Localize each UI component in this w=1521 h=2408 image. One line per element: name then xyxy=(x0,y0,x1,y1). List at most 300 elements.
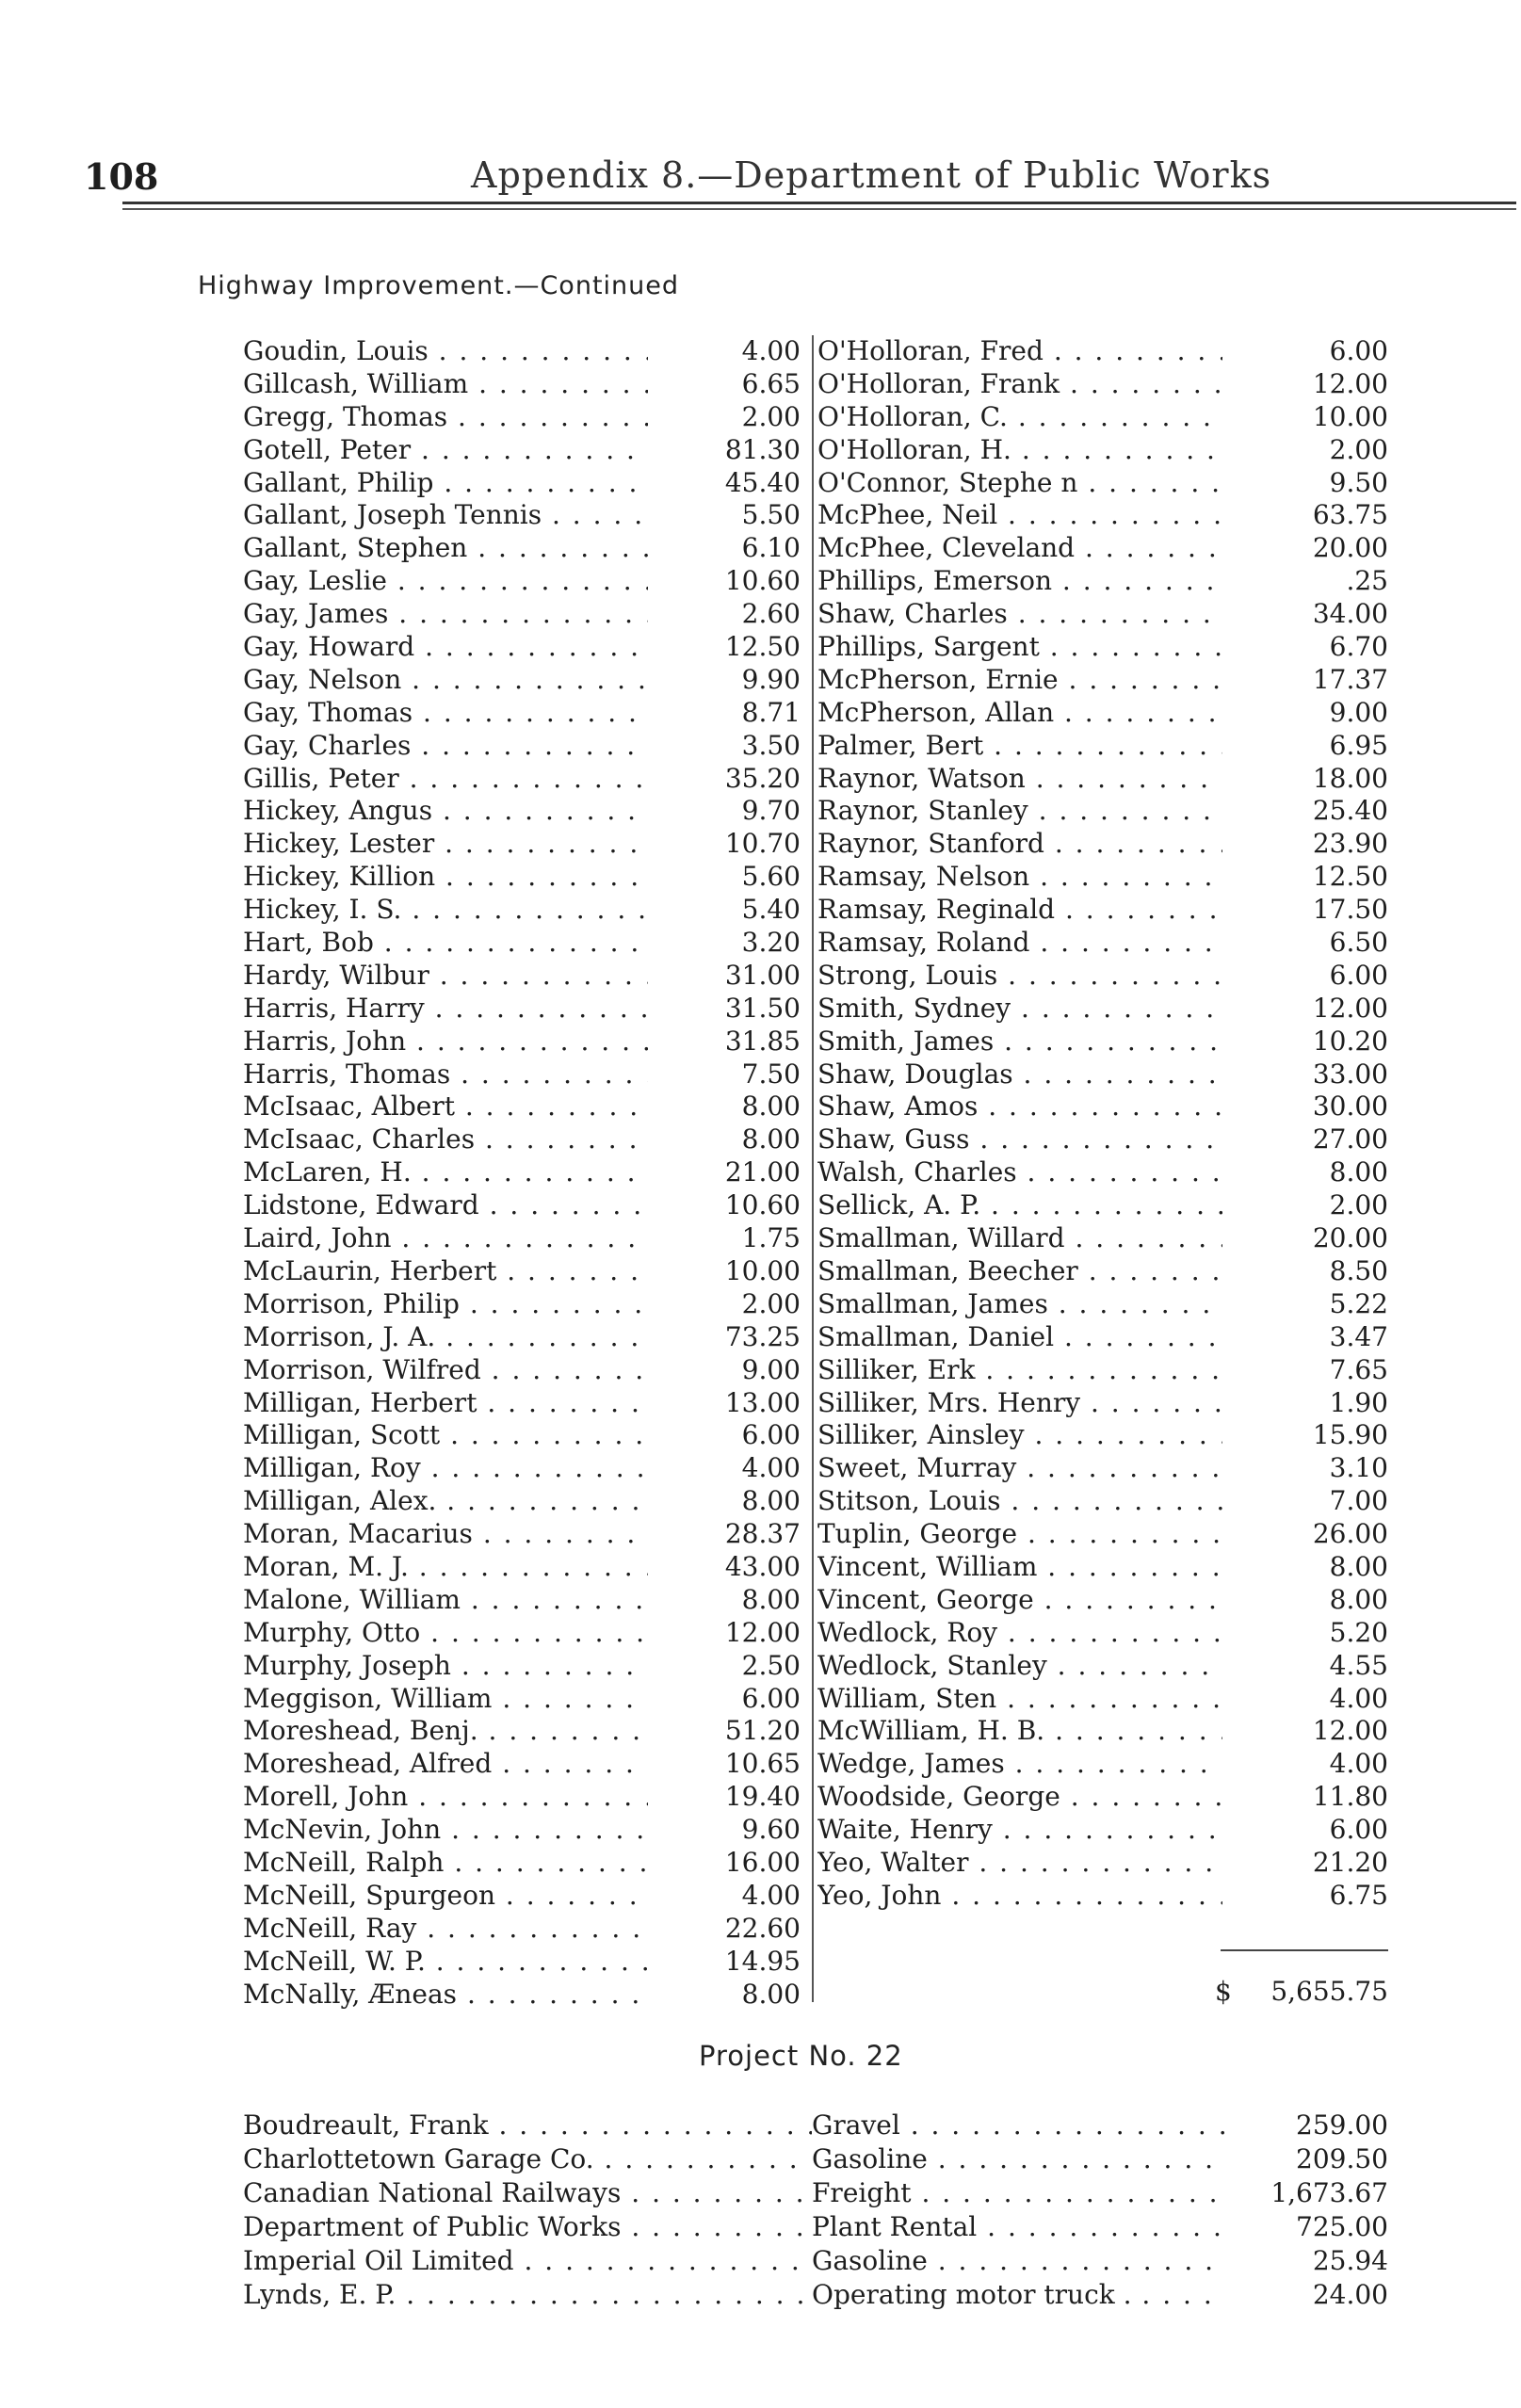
ledger-row xyxy=(817,664,1388,697)
payee-name: Shaw, Guss . . . xyxy=(817,1123,1222,1155)
payee-amount: 9.00 xyxy=(1329,696,1388,728)
payee-name: Moreshead, Alfred . . . xyxy=(243,1748,648,1779)
payee-amount: 12.00 xyxy=(724,1616,801,1648)
ledger-row xyxy=(817,1123,1388,1156)
payee-name: Smallman, Beecher . . . xyxy=(817,1255,1222,1286)
payee-name: Milligan, Herbert . . . xyxy=(243,1387,648,1418)
ledger-row xyxy=(817,1781,1388,1814)
ledger-row xyxy=(243,434,808,467)
project-row xyxy=(243,2177,1388,2211)
column-divider xyxy=(812,335,814,2002)
payee-name: McIsaac, Charles . . . xyxy=(243,1123,648,1155)
payee-name: Tuplin, George . . . xyxy=(817,1518,1222,1549)
ledger-row xyxy=(243,631,808,664)
project-amount: 24.00 xyxy=(1312,2279,1388,2310)
project-row xyxy=(243,2211,1388,2245)
payee-amount: 12.00 xyxy=(1312,1715,1388,1747)
project-item: Plant Rental . . . xyxy=(812,2211,1226,2242)
ledger-row xyxy=(817,1288,1388,1321)
payee-name: Vincent, William . . . xyxy=(817,1551,1222,1582)
payee-name: McNeill, Ralph . . . xyxy=(243,1847,648,1878)
payee-name: McNeill, Ray . . . xyxy=(243,1913,648,1944)
payee-amount: 12.00 xyxy=(1312,367,1388,399)
ledger-row xyxy=(243,730,808,763)
ledger-row xyxy=(243,467,808,500)
payee-name: Gillcash, William . . . xyxy=(243,368,648,399)
ledger-row xyxy=(243,1683,808,1716)
payee-name: Hickey, Angus . . . xyxy=(243,795,648,826)
ledger-row xyxy=(243,861,808,894)
payee-amount: 6.70 xyxy=(1329,631,1388,663)
ledger-row xyxy=(817,993,1388,1026)
project-amount: 725.00 xyxy=(1296,2211,1388,2242)
payee-amount: 5.40 xyxy=(741,894,801,926)
payee-amount: 20.00 xyxy=(1312,532,1388,564)
payee-amount: 6.50 xyxy=(1329,927,1388,959)
ledger-row xyxy=(817,1419,1388,1452)
total-line xyxy=(1215,1976,1388,2007)
ledger-row xyxy=(243,795,808,828)
ledger-row xyxy=(817,532,1388,565)
ledger-row xyxy=(817,434,1388,467)
ledger-row xyxy=(817,499,1388,532)
payee-amount: 8.00 xyxy=(741,1583,801,1615)
payee-name: O'Holloran, H. . . . xyxy=(817,434,1222,465)
payee-amount: 12.00 xyxy=(1312,992,1388,1024)
ledger-row xyxy=(243,1123,808,1156)
payee-name: Gay, Howard . . . xyxy=(243,631,648,662)
payee-amount: 8.00 xyxy=(741,1123,801,1156)
project-item: Operating motor truck . . . . xyxy=(812,2279,1226,2310)
payee-name: Smith, Sydney . . . xyxy=(817,993,1222,1024)
payee-amount: .25 xyxy=(1346,565,1388,597)
project-table xyxy=(243,2109,1388,2313)
payee-amount: 8.00 xyxy=(1329,1550,1388,1582)
payee-amount: 10.65 xyxy=(724,1748,801,1780)
ledger-row xyxy=(243,1091,808,1123)
ledger-row xyxy=(817,1059,1388,1091)
ledger-row xyxy=(817,1880,1388,1913)
payee-name: Milligan, Alex. . . . xyxy=(243,1485,648,1516)
payee-name: Silliker, Mrs. Henry . . . xyxy=(817,1387,1222,1418)
payee-amount: 81.30 xyxy=(724,433,801,465)
payee-name: McPherson, Ernie . . . xyxy=(817,664,1222,695)
ledger-row xyxy=(243,1781,808,1814)
payee-amount: 9.90 xyxy=(741,663,801,695)
ledger-row xyxy=(817,1518,1388,1551)
ledger-row xyxy=(243,532,808,565)
ledger-row xyxy=(817,631,1388,664)
payee-amount: 45.40 xyxy=(724,466,801,498)
payee-amount: 5.50 xyxy=(741,499,801,531)
project-payee: Canadian National Railways . . . xyxy=(243,2177,812,2208)
payee-name: Hickey, I. S. . . . xyxy=(243,894,648,925)
ledger-row xyxy=(243,1715,808,1748)
ledger-row xyxy=(243,1518,808,1551)
ledger-row xyxy=(243,697,808,730)
payee-name: Phillips, Sargent . . . xyxy=(817,631,1222,662)
payee-name: Gillis, Peter . . . xyxy=(243,763,648,794)
payee-name: Shaw, Douglas . . . xyxy=(817,1059,1222,1090)
payee-name: Vincent, George . . . xyxy=(817,1584,1222,1615)
payee-name: Phillips, Emerson . . . xyxy=(817,565,1222,596)
payee-amount: 8.00 xyxy=(1329,1156,1388,1188)
ledger-row xyxy=(817,1189,1388,1222)
ledger-row xyxy=(817,894,1388,927)
payee-name: Smallman, Daniel . . . xyxy=(817,1321,1222,1352)
ledger-row xyxy=(817,1485,1388,1518)
payee-amount: 6.65 xyxy=(741,367,801,399)
ledger-row xyxy=(817,730,1388,763)
ledger-row xyxy=(817,368,1388,401)
payee-name: McIsaac, Albert . . . xyxy=(243,1091,648,1122)
project-row xyxy=(243,2109,1388,2143)
payee-amount: 8.00 xyxy=(741,1091,801,1123)
payee-name: Morell, John . . . xyxy=(243,1781,648,1812)
ledger-row xyxy=(243,894,808,927)
payee-amount: 28.37 xyxy=(724,1518,801,1550)
payee-name: Murphy, Otto . . . xyxy=(243,1617,648,1648)
payee-name: Gotell, Peter . . . xyxy=(243,434,648,465)
payee-amount: 21.00 xyxy=(724,1156,801,1188)
payee-amount: 20.00 xyxy=(1312,1222,1388,1254)
payee-name: McWilliam, H. B. . . . xyxy=(817,1715,1222,1746)
payee-name: Raynor, Stanford . . . xyxy=(817,828,1222,859)
payee-name: McNally, Æneas . . . xyxy=(243,1979,648,2010)
payee-amount: 16.00 xyxy=(724,1846,801,1878)
payee-name: Yeo, John . . . xyxy=(817,1880,1222,1911)
payee-amount: 43.00 xyxy=(724,1550,801,1582)
ledger-row xyxy=(243,1979,808,2012)
payee-name: O'Connor, Stephe n . . . xyxy=(817,467,1222,498)
payee-name: Harris, Harry . . . xyxy=(243,993,648,1024)
payee-amount: 8.00 xyxy=(741,1485,801,1517)
payee-amount: 6.00 xyxy=(1329,335,1388,366)
payee-name: Smith, James . . . xyxy=(817,1026,1222,1057)
project-payee: Department of Public Works . . . xyxy=(243,2211,812,2242)
payee-name: O'Holloran, Fred . . . xyxy=(817,335,1222,366)
payee-name: Walsh, Charles . . . xyxy=(817,1156,1222,1188)
payee-name: McPhee, Cleveland . . . xyxy=(817,532,1222,563)
ledger-row xyxy=(243,1617,808,1650)
payee-name: Gay, Nelson . . . xyxy=(243,664,648,695)
payee-amount: 19.40 xyxy=(724,1781,801,1813)
payee-amount: 14.95 xyxy=(724,1945,801,1977)
ledger-row xyxy=(243,368,808,401)
project-payee: Imperial Oil Limited . . . xyxy=(243,2245,812,2276)
project-payee: Boudreault, Frank . . . xyxy=(243,2109,812,2141)
payee-amount: 10.60 xyxy=(724,1189,801,1221)
ledger-row xyxy=(817,1387,1388,1420)
ledger-row xyxy=(243,1255,808,1288)
ledger-row xyxy=(243,1584,808,1617)
payee-amount: 31.85 xyxy=(724,1025,801,1057)
payee-name: Raynor, Watson . . . xyxy=(817,763,1222,794)
payee-amount: 9.60 xyxy=(741,1814,801,1846)
section-heading: Highway Improvement.—Continued xyxy=(198,271,680,300)
payee-amount: 17.50 xyxy=(1312,894,1388,926)
ledger-row xyxy=(817,960,1388,993)
payee-amount: 3.50 xyxy=(741,729,801,761)
payee-name: Silliker, Ainsley . . . xyxy=(817,1419,1222,1450)
payee-amount: 18.00 xyxy=(1312,762,1388,794)
payee-name: Milligan, Scott . . . xyxy=(243,1419,648,1450)
payee-amount: 4.55 xyxy=(1329,1649,1388,1681)
payee-name: Palmer, Bert . . . xyxy=(817,730,1222,761)
ledger-row xyxy=(243,1847,808,1880)
payee-amount: 2.00 xyxy=(1329,433,1388,465)
total-currency: $ xyxy=(1215,1976,1232,2007)
project-heading: Project No. 22 xyxy=(699,2040,903,2072)
ledger-row xyxy=(243,1321,808,1354)
payee-name: Woodside, George . . . xyxy=(817,1781,1222,1812)
total-amount: 5,655.75 xyxy=(1270,1976,1388,2007)
payee-amount: 23.90 xyxy=(1312,828,1388,860)
ledger-row xyxy=(817,861,1388,894)
ledger-row xyxy=(243,1387,808,1420)
ledger-row xyxy=(243,1913,808,1946)
payee-amount: 8.50 xyxy=(1329,1254,1388,1286)
ledger-row xyxy=(817,1091,1388,1123)
payee-name: Malone, William . . . xyxy=(243,1584,648,1615)
payee-name: Moran, M. J. . . . xyxy=(243,1551,648,1582)
payee-name: Lidstone, Edward . . . xyxy=(243,1189,648,1220)
ledger-row xyxy=(817,1156,1388,1189)
payee-name: Ramsay, Roland . . . xyxy=(817,927,1222,958)
payee-amount: 2.00 xyxy=(1329,1189,1388,1221)
payee-amount: 12.50 xyxy=(1312,861,1388,893)
payee-amount: 51.20 xyxy=(724,1715,801,1747)
payee-name: Hart, Bob . . . xyxy=(243,927,648,958)
ledger-row xyxy=(243,1059,808,1091)
payee-name: Shaw, Charles . . . xyxy=(817,598,1222,629)
payee-name: McNevin, John . . . xyxy=(243,1814,648,1845)
ledger-row xyxy=(817,565,1388,598)
ledger-row xyxy=(817,1847,1388,1880)
ledger-row xyxy=(243,1814,808,1847)
payee-amount: 11.80 xyxy=(1312,1781,1388,1813)
payee-amount: 63.75 xyxy=(1312,499,1388,531)
payee-amount: 12.50 xyxy=(724,631,801,663)
payee-name: Waite, Henry . . . xyxy=(817,1814,1222,1845)
payee-name: Moran, Macarius . . . xyxy=(243,1518,648,1549)
payee-amount: 4.00 xyxy=(1329,1682,1388,1714)
ledger-row xyxy=(817,795,1388,828)
payee-amount: 13.00 xyxy=(724,1386,801,1418)
payee-amount: 4.00 xyxy=(741,1879,801,1911)
ledger-row xyxy=(817,1683,1388,1716)
project-row xyxy=(243,2245,1388,2279)
payee-amount: 1.90 xyxy=(1329,1386,1388,1418)
payee-name: Smallman, James . . . xyxy=(817,1288,1222,1319)
ledger-row xyxy=(243,1419,808,1452)
payee-amount: 6.00 xyxy=(741,1419,801,1451)
payee-name: Strong, Louis . . . xyxy=(817,960,1222,991)
project-item: Gasoline . . . xyxy=(812,2143,1226,2174)
payee-amount: 31.00 xyxy=(724,959,801,991)
ledger-row xyxy=(817,1650,1388,1683)
payee-amount: 7.00 xyxy=(1329,1485,1388,1517)
project-row xyxy=(243,2279,1388,2313)
ledger-row xyxy=(243,1946,808,1979)
ledger-row xyxy=(243,565,808,598)
payee-name: Wedlock, Roy . . . xyxy=(817,1617,1222,1648)
payee-amount: 9.50 xyxy=(1329,466,1388,498)
payee-amount: 31.50 xyxy=(724,992,801,1024)
ledger-row xyxy=(817,467,1388,500)
ledger-row xyxy=(243,335,808,368)
payee-name: Goudin, Louis . . . xyxy=(243,335,648,366)
payee-name: Sellick, A. P. . . . xyxy=(817,1189,1222,1220)
payee-amount: 8.00 xyxy=(741,1978,801,2010)
payee-name: Morrison, Wilfred . . . xyxy=(243,1354,648,1385)
payee-amount: 22.60 xyxy=(724,1912,801,1944)
payee-name: Ramsay, Nelson . . . xyxy=(817,861,1222,892)
ledger-row xyxy=(817,1222,1388,1255)
payee-name: Smallman, Willard . . . xyxy=(817,1222,1222,1253)
project-item: Gravel . . . xyxy=(812,2109,1226,2141)
payee-name: Gallant, Philip . . . xyxy=(243,467,648,498)
payee-amount: 8.00 xyxy=(1329,1583,1388,1615)
payee-name: Gay, Charles . . . xyxy=(243,730,648,761)
payee-name: Yeo, Walter . . . xyxy=(817,1847,1222,1878)
ledger-row xyxy=(817,697,1388,730)
ledger-row xyxy=(817,401,1388,434)
payee-name: Silliker, Erk . . . xyxy=(817,1354,1222,1385)
payee-name: Sweet, Murray . . . xyxy=(817,1452,1222,1483)
ledger-row xyxy=(243,1650,808,1683)
payee-name: Gay, Thomas . . . xyxy=(243,697,648,728)
ledger-row xyxy=(817,1715,1388,1748)
ledger-row xyxy=(243,1222,808,1255)
payee-name: Moreshead, Benj. . . . xyxy=(243,1715,648,1746)
project-payee: Charlottetown Garage Co. . . . xyxy=(243,2143,812,2174)
payee-amount: 2.60 xyxy=(741,598,801,630)
header-rule xyxy=(122,202,1516,204)
payee-amount: 6.00 xyxy=(741,1682,801,1714)
ledger-row xyxy=(243,1551,808,1584)
payee-name: McNeill, Spurgeon . . . xyxy=(243,1880,648,1911)
payee-amount: 15.90 xyxy=(1312,1419,1388,1451)
ledger-row xyxy=(243,1748,808,1781)
payee-name: McPherson, Allan . . . xyxy=(817,697,1222,728)
payee-name: O'Holloran, Frank . . . xyxy=(817,368,1222,399)
ledger-row xyxy=(243,664,808,697)
ledger-row xyxy=(243,401,808,434)
running-head: Appendix 8.—Department of Public Works xyxy=(471,154,1272,196)
payee-amount: 33.00 xyxy=(1312,1058,1388,1090)
ledger-row xyxy=(817,1814,1388,1847)
payee-amount: 5.22 xyxy=(1329,1287,1388,1319)
payee-name: McPhee, Neil . . . xyxy=(817,499,1222,530)
payee-amount: 6.00 xyxy=(1329,959,1388,991)
ledger-row xyxy=(243,828,808,861)
payee-amount: 8.71 xyxy=(741,696,801,728)
payee-amount: 4.00 xyxy=(741,335,801,366)
ledger-row xyxy=(817,927,1388,960)
ledger-row xyxy=(817,1255,1388,1288)
left-column xyxy=(243,335,808,2011)
payee-name: Shaw, Amos . . . xyxy=(817,1091,1222,1122)
payee-name: Gallant, Stephen . . . xyxy=(243,532,648,563)
payee-amount: 6.95 xyxy=(1329,729,1388,761)
ledger-row xyxy=(243,598,808,631)
payee-amount: 27.00 xyxy=(1312,1123,1388,1156)
payee-name: Harris, Thomas . . . xyxy=(243,1059,648,1090)
ledger-row xyxy=(243,763,808,796)
payee-amount: 3.47 xyxy=(1329,1320,1388,1352)
payee-name: Hickey, Lester . . . xyxy=(243,828,648,859)
ledger-row xyxy=(817,828,1388,861)
project-item: Freight . . . xyxy=(812,2177,1226,2208)
ledger-row xyxy=(817,1617,1388,1650)
payee-name: Morrison, Philip . . . xyxy=(243,1288,648,1319)
payee-amount: 6.00 xyxy=(1329,1814,1388,1846)
payee-name: Hickey, Killion . . . xyxy=(243,861,648,892)
ledger-row xyxy=(817,1452,1388,1485)
ledger-row xyxy=(243,1288,808,1321)
payee-name: Morrison, J. A. . . . xyxy=(243,1321,648,1352)
payee-name: Milligan, Roy . . . xyxy=(243,1452,648,1483)
ledger-row xyxy=(817,598,1388,631)
ledger-row xyxy=(817,1354,1388,1387)
ledger-row xyxy=(243,1189,808,1222)
payee-name: Stitson, Louis . . . xyxy=(817,1485,1222,1516)
ledger-row xyxy=(817,1026,1388,1059)
payee-amount: 10.00 xyxy=(1312,400,1388,432)
payee-amount: 10.00 xyxy=(724,1254,801,1286)
payee-name: Ramsay, Reginald . . . xyxy=(817,894,1222,925)
project-amount: 209.50 xyxy=(1296,2143,1388,2174)
payee-amount: 5.60 xyxy=(741,861,801,893)
right-column xyxy=(817,335,1388,1913)
payee-amount: 17.37 xyxy=(1312,663,1388,695)
payee-amount: 4.00 xyxy=(1329,1748,1388,1780)
ledger-row xyxy=(243,960,808,993)
ledger-row xyxy=(817,1321,1388,1354)
payee-amount: 2.00 xyxy=(741,400,801,432)
payee-name: McNeill, W. P. . . . xyxy=(243,1946,648,1977)
ledger-row xyxy=(243,1880,808,1913)
ledger-row xyxy=(243,927,808,960)
payee-amount: 35.20 xyxy=(724,762,801,794)
payee-amount: 25.40 xyxy=(1312,795,1388,827)
payee-name: Wedge, James . . . xyxy=(817,1748,1222,1779)
payee-amount: 4.00 xyxy=(741,1452,801,1484)
ledger-row xyxy=(243,1354,808,1387)
payee-amount: 21.20 xyxy=(1312,1846,1388,1878)
payee-name: Gay, Leslie . . . xyxy=(243,565,648,596)
payee-amount: 3.10 xyxy=(1329,1452,1388,1484)
project-item: Gasoline . . . xyxy=(812,2245,1226,2276)
payee-amount: 6.10 xyxy=(741,532,801,564)
ledger-row xyxy=(243,993,808,1026)
payee-amount: 2.50 xyxy=(741,1649,801,1681)
payee-amount: 2.00 xyxy=(741,1287,801,1319)
page-number: 108 xyxy=(84,155,159,198)
payee-name: William, Sten . . . xyxy=(817,1683,1222,1714)
payee-name: Gregg, Thomas . . . xyxy=(243,401,648,432)
header-rule-thin xyxy=(122,208,1516,210)
payee-amount: 5.20 xyxy=(1329,1616,1388,1648)
ledger-row xyxy=(817,335,1388,368)
payee-name: McLaurin, Herbert . . . xyxy=(243,1255,648,1286)
payee-amount: 34.00 xyxy=(1312,598,1388,630)
payee-amount: 7.65 xyxy=(1329,1353,1388,1385)
payee-amount: 10.20 xyxy=(1312,1025,1388,1057)
ledger-row xyxy=(243,1485,808,1518)
payee-name: Gay, James . . . xyxy=(243,598,648,629)
